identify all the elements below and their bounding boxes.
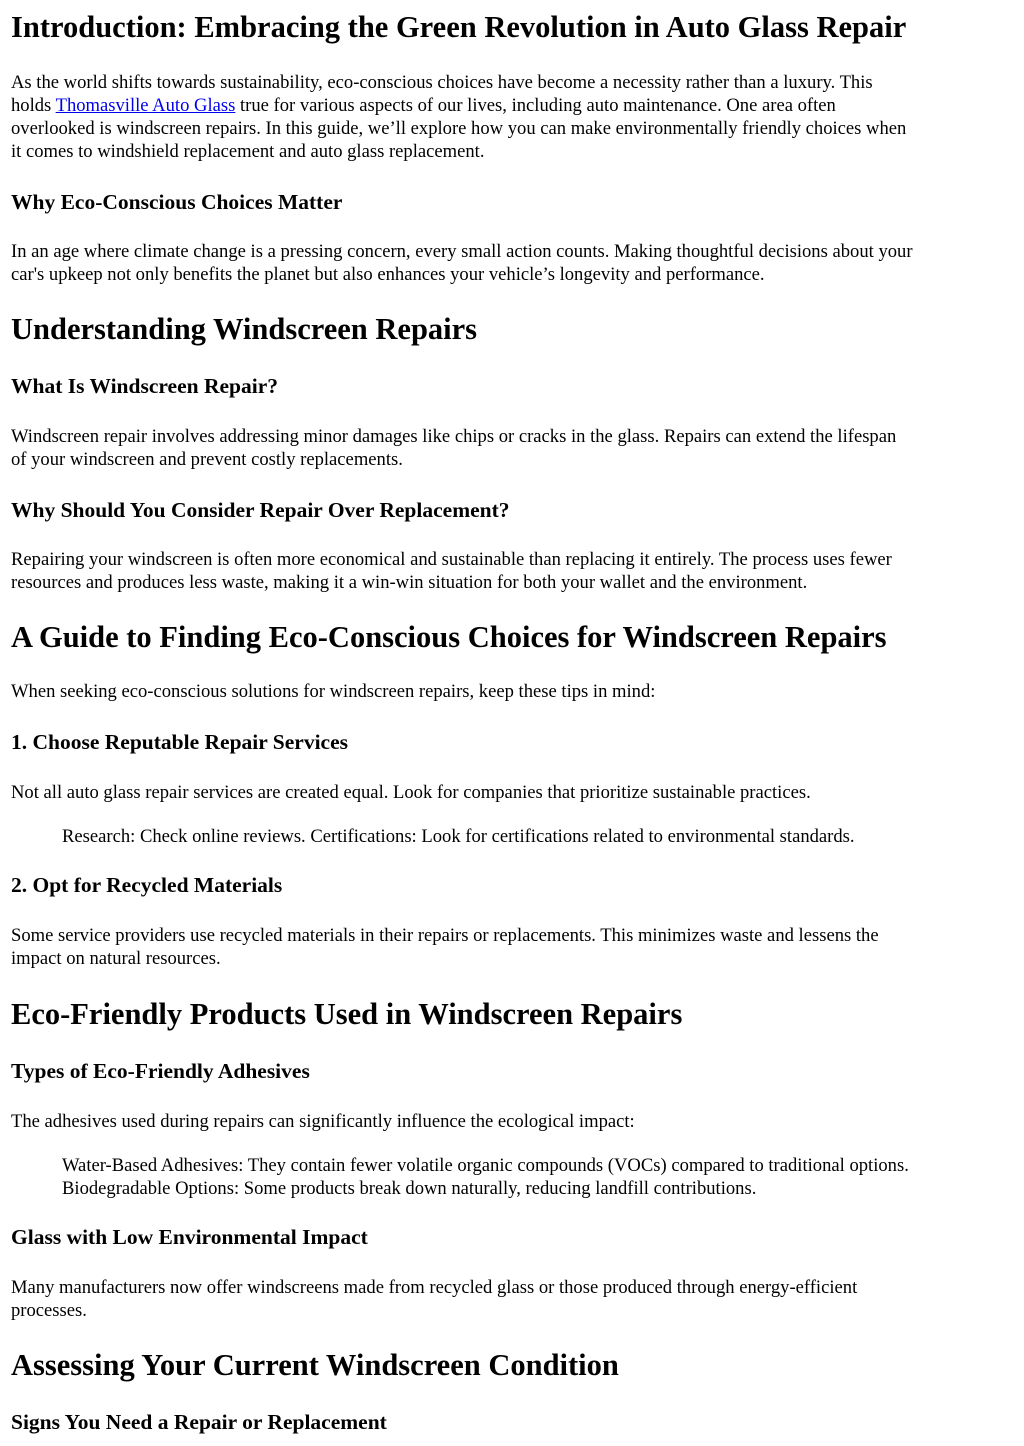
intro-paragraph-line bbox=[11, 94, 836, 117]
guide-title: A Guide to Finding Eco-Conscious Choices for Windscreen Repairs bbox=[11, 620, 887, 654]
why-eco-paragraph-line: car's upkeep not only benefits the planet but also enhances your vehicle’s longevity and performance. bbox=[11, 264, 765, 285]
intro-paragraph-line: As the world shifts towards sustainability, eco-conscious choices have become a necessity rather than a luxury. This bbox=[11, 72, 873, 93]
repair-vs-replacement-heading: Why Should You Consider Repair Over Replacement? bbox=[11, 498, 510, 522]
repair-vs-replacement-paragraph-line: Repairing your windscreen is often more economical and sustainable than replacing it entirely. The process uses fewer bbox=[11, 549, 892, 570]
intro-text: true for various aspects of our lives, including auto maintenance. One area often bbox=[235, 95, 836, 116]
what-is-repair-paragraph-line: Windscreen repair involves addressing minor damages like chips or cracks in the glass. Repairs can extend the lifespan bbox=[11, 426, 897, 447]
recycled-materials-heading: 2. Opt for Recycled Materials bbox=[11, 873, 283, 897]
repair-vs-replacement-paragraph-line: resources and produces less waste, making it a win-win situation for both your wallet and the environment. bbox=[11, 572, 808, 593]
list-item: Biodegradable Options: Some products break down naturally, reducing landfill contributions. bbox=[62, 1178, 757, 1199]
thomasville-auto-glass-link[interactable]: Thomasville Auto Glass bbox=[55, 95, 236, 116]
reputable-services-paragraph: Not all auto glass repair services are created equal. Look for companies that prioritize sustainable practices. bbox=[11, 782, 811, 803]
list-item: Water-Based Adhesives: They contain fewer volatile organic compounds (VOCs) compared to traditional options. bbox=[62, 1155, 909, 1176]
what-is-repair-heading: What Is Windscreen Repair? bbox=[11, 374, 278, 398]
low-impact-glass-paragraph-line: Many manufacturers now offer windscreens made from recycled glass or those produced through energy-efficient bbox=[11, 1277, 858, 1298]
list-item: Research: Check online reviews. Certifications: Look for certifications related to environmental standards. bbox=[62, 826, 855, 847]
intro-title: Introduction: Embracing the Green Revolution in Auto Glass Repair bbox=[11, 10, 907, 44]
products-title: Eco-Friendly Products Used in Windscreen Repairs bbox=[11, 997, 683, 1031]
intro-text: holds bbox=[11, 95, 56, 116]
assessing-title: Assessing Your Current Windscreen Condition bbox=[11, 1348, 619, 1382]
intro-paragraph-line: it comes to windshield replacement and auto glass replacement. bbox=[11, 141, 485, 162]
low-impact-glass-paragraph-line: processes. bbox=[11, 1300, 87, 1321]
adhesives-intro-paragraph: The adhesives used during repairs can significantly influence the ecological impact: bbox=[11, 1111, 635, 1132]
recycled-materials-paragraph-line: Some service providers use recycled materials in their repairs or replacements. This minimizes waste and lessens the bbox=[11, 925, 879, 946]
guide-intro-paragraph: When seeking eco-conscious solutions for windscreen repairs, keep these tips in mind: bbox=[11, 681, 656, 702]
understanding-title: Understanding Windscreen Repairs bbox=[11, 312, 478, 346]
recycled-materials-paragraph-line: impact on natural resources. bbox=[11, 948, 221, 969]
why-eco-paragraph-line: In an age where climate change is a pressing concern, every small action counts. Making thoughtful decisions about your bbox=[11, 241, 913, 262]
what-is-repair-paragraph-line: of your windscreen and prevent costly replacements. bbox=[11, 449, 403, 470]
reputable-services-heading: 1. Choose Reputable Repair Services bbox=[11, 730, 349, 754]
low-impact-glass-heading: Glass with Low Environmental Impact bbox=[11, 1225, 368, 1249]
intro-paragraph-line: overlooked is windscreen repairs. In this guide, we’ll explore how you can make environmentally friendly choices when bbox=[11, 118, 907, 139]
why-eco-heading: Why Eco-Conscious Choices Matter bbox=[11, 190, 343, 214]
signs-heading: Signs You Need a Repair or Replacement bbox=[11, 1410, 387, 1434]
adhesives-heading: Types of Eco-Friendly Adhesives bbox=[11, 1059, 310, 1083]
